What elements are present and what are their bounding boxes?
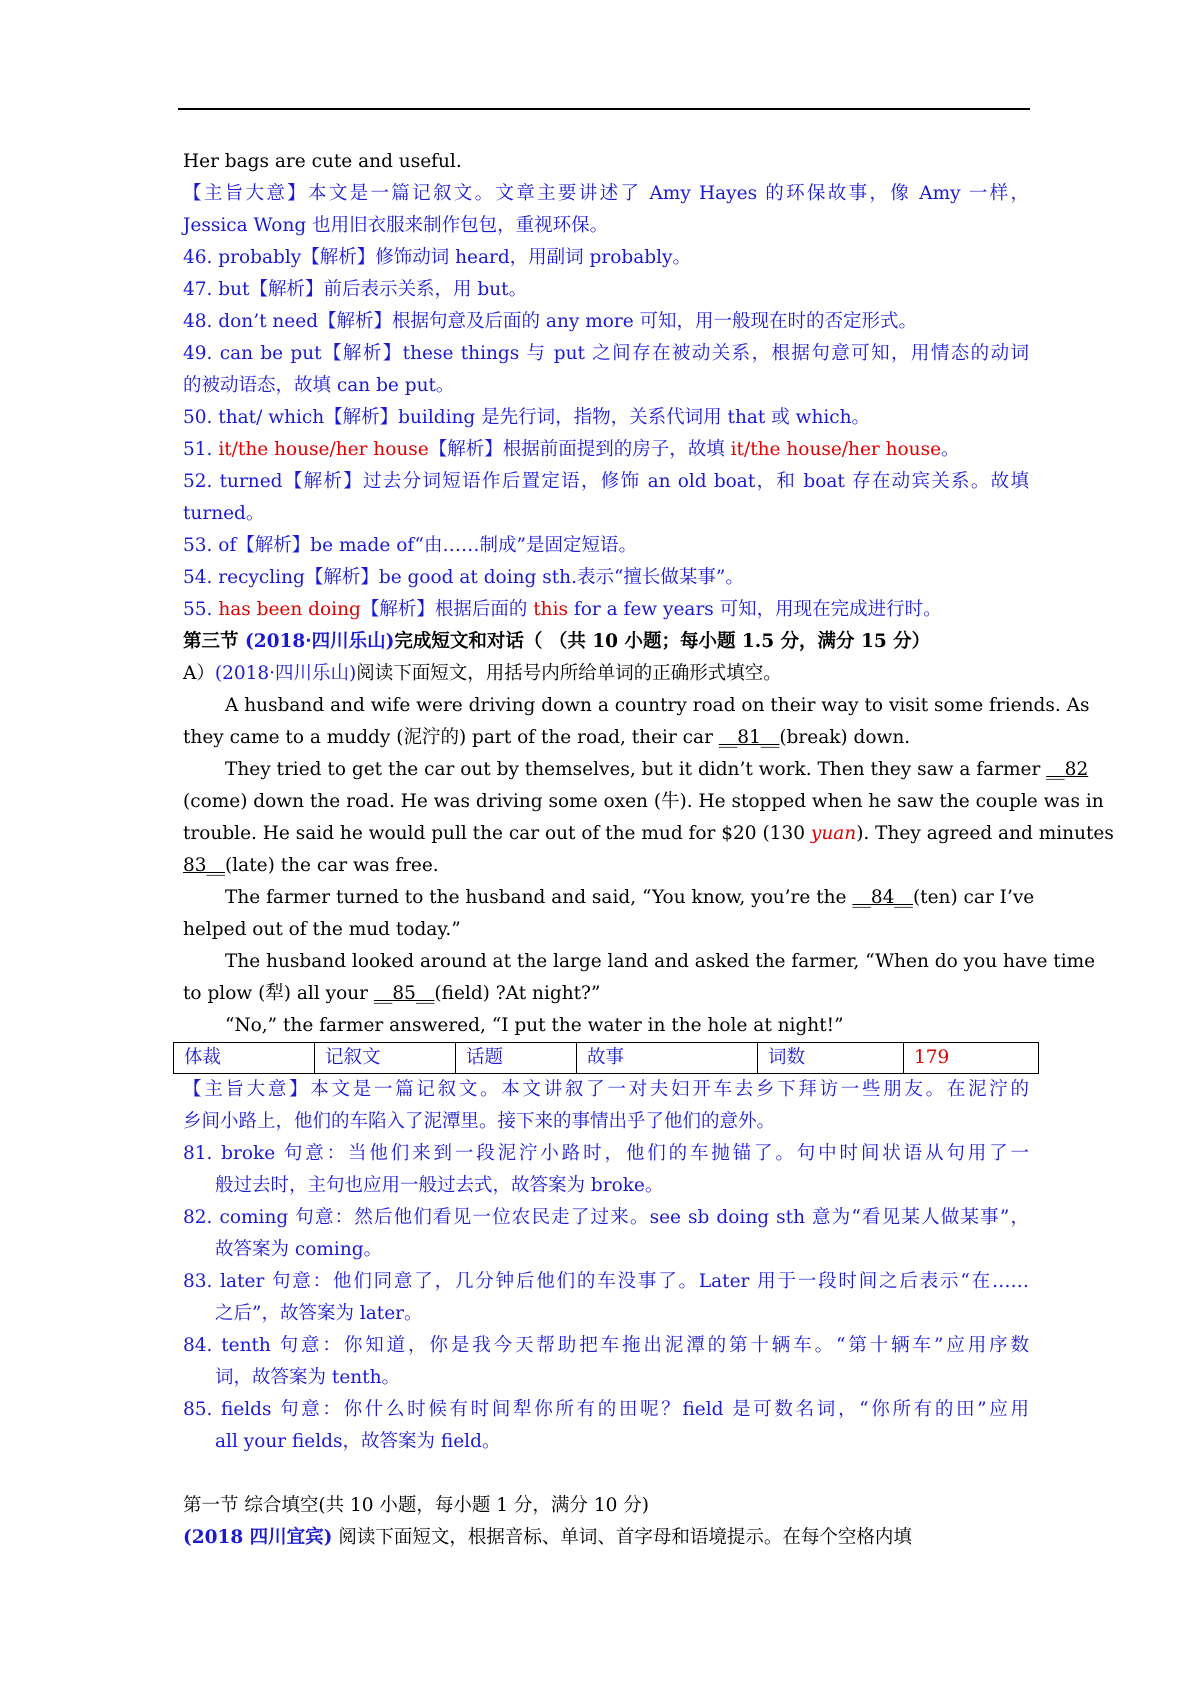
answer-83-line2: 之后”，故答案为 later。 <box>215 1303 423 1324</box>
summary2-line-2: 乡间小路上，他们的车陷入了泥潭里。接下来的事情出乎了他们的意外。 <box>183 1111 776 1132</box>
story-text: They tried to get the car out by themselves, but it didn’t work. Then they saw a farmer <box>225 759 1047 780</box>
summary-line-1 <box>183 178 1029 210</box>
answer-53: 53. of【解析】be made of“由……制成”是固定短语。 <box>183 535 637 556</box>
cell-topic-value: 故事 <box>577 1043 758 1074</box>
answer-82-line2: 故答案为 coming。 <box>215 1239 383 1260</box>
answer-82 <box>183 1202 1029 1266</box>
document-body <box>183 146 1114 1554</box>
answer-51 <box>183 434 1029 466</box>
answer-55-text: 根据后面的 <box>434 599 534 620</box>
story-text: (field) ?At night?” <box>434 983 601 1004</box>
story-text: (break) down. <box>779 727 911 748</box>
answer-49: 49. can be put【解析】these things 与 put 之间存在被动关系，根据句意可知，用情态的动词 <box>183 343 1029 364</box>
story-p2-line3 <box>183 818 1114 850</box>
header-rule <box>178 108 1030 110</box>
answer-81-line1: 81. broke 句意：当他们来到一段泥泞小路时，他们的车抛锚了。句中时间状语从句用了一 <box>183 1143 1029 1164</box>
answer-46: 46. probably【解析】修饰动词 heard，用副词 probably。 <box>183 247 691 268</box>
summary-tag: 【主旨大意】 <box>183 183 308 204</box>
story-p4-line2 <box>183 978 1029 1010</box>
answer-51-tag: 【解析】 <box>428 439 503 460</box>
answer-51-key: it/the house/her house <box>218 439 429 460</box>
info-table <box>173 1042 1039 1074</box>
story-p1-line1: A husband and wife were driving down a country road on their way to visit some friends. As <box>225 695 1090 716</box>
story-text: to plow (犁) all your <box>183 983 374 1004</box>
answer-51-text: 根据前面提到的房子，故填 <box>502 439 731 460</box>
part-a-text: 阅读下面短文，用括号内所给单词的正确形式填空。 <box>356 663 782 684</box>
cell-genre-value: 记叙文 <box>315 1043 456 1074</box>
cell-topic-label: 话题 <box>456 1043 577 1074</box>
cell-wordcount-label: 词数 <box>758 1043 904 1074</box>
story-text: trouble. He said he would pull the car out of the mud for $20 (130 <box>183 823 811 844</box>
part-a-source: (2018·四川乐山) <box>214 663 357 684</box>
answer-83 <box>183 1266 1029 1330</box>
section-1-title: 第一节 综合填空(共 10 小题，每小题 1 分，满分 10 分) <box>183 1495 649 1516</box>
story-p5: “No,” the farmer answered, “I put the water in the hole at night!” <box>225 1015 844 1036</box>
section-3-instruction <box>183 658 1029 690</box>
answer-85-line1: 85. fields 句意：你什么时候有时间犁你所有的田呢？field 是可数名词，“你所有的田”应用 <box>183 1399 1029 1420</box>
story-text: ). They agreed and minutes <box>856 823 1114 844</box>
answer-55-tag: 【解析】 <box>360 599 435 620</box>
answer-54: 54. recycling【解析】be good at doing sth.表示“擅长做某事”。 <box>183 567 744 588</box>
story-text: (late) the car was free. <box>225 855 439 876</box>
blank-82: __82 <box>1046 759 1089 780</box>
blank-81: __81__ <box>718 727 780 748</box>
summary-text-1: 本文是一篇记叙文。文章主要讲述了 Amy Hayes 的环保故事，像 Amy 一样， <box>307 183 1029 204</box>
yuan-word: yuan <box>810 823 857 844</box>
answer-48: 48. don’t need【解析】根据句意及后面的 any more 可知，用一般现在时的否定形式。 <box>183 311 918 332</box>
answer-81 <box>183 1138 1029 1202</box>
answer-52: 52. turned【解析】过去分词短语作后置定语，修饰 an old boat，和 boat 存在动宾关系。故填 <box>183 471 1029 492</box>
info-table-row <box>174 1043 1039 1074</box>
blank-84: __84__ <box>852 887 913 908</box>
spacer <box>183 1458 1029 1490</box>
part-a-label: A） <box>183 663 215 684</box>
answer-84-line1: 84. tenth 句意：你知道，你是我今天帮助把车拖出泥潭的第十辆车。“第十辆车”应用序数 <box>183 1335 1029 1356</box>
story-p2-line4 <box>183 850 1029 882</box>
answer-81-line2: 般过去时，主句也应用一般过去式，故答案为 broke。 <box>215 1175 664 1196</box>
story-p2-line2: (come) down the road. He was driving some oxen (牛). He stopped when he saw the couple was in <box>183 791 1104 812</box>
section-1-source: (2018 四川宜宾) <box>183 1527 333 1548</box>
section-3-title <box>183 626 1029 658</box>
answer-51-end: 。 <box>941 439 960 460</box>
blank-85: __85__ <box>373 983 435 1004</box>
passage-last-line: Her bags are cute and useful. <box>183 151 462 172</box>
story-p4-line1: The husband looked around at the large land and asked the farmer, “When do you have time <box>225 951 1096 972</box>
answer-85 <box>183 1394 1029 1458</box>
story-text: The farmer turned to the husband and said, “You know, you’re the <box>225 887 853 908</box>
story-p2-line1 <box>183 754 1089 786</box>
blank-83: 83__ <box>183 855 226 876</box>
answer-82-line1: 82. coming 句意：然后他们看见一位农民走了过来。see sb doing sth 意为“看见某人做某事”， <box>183 1207 1029 1228</box>
cell-wordcount-value: 179 <box>904 1043 1039 1074</box>
answer-85-line2: all your fields，故答案为 field。 <box>215 1431 501 1452</box>
section-3-desc: 完成短文和对话（ （共 10 小题；每小题 1.5 分，满分 15 分） <box>394 631 931 652</box>
section-3-label: 第三节 <box>183 631 239 652</box>
cell-genre-label: 体裁 <box>174 1043 315 1074</box>
section-3-source: (2018·四川乐山) <box>244 631 395 652</box>
answer-51-key-2: it/the house/her house <box>730 439 942 460</box>
story-p3-line1 <box>183 882 1035 914</box>
summary2-line-1: 【主旨大意】本文是一篇记叙文。本文讲叙了一对夫妇开车去乡下拜访一些朋友。在泥泞的 <box>183 1079 1029 1100</box>
section-1-instruction <box>183 1522 1029 1554</box>
answer-49-cont: 的被动语态，故填 can be put。 <box>183 375 455 396</box>
answer-47: 47. but【解析】前后表示关系，用 but。 <box>183 279 528 300</box>
story-p1-line2 <box>183 722 1029 754</box>
section-1-text: 阅读下面短文，根据音标、单词、首字母和语境提示。在每个空格内填 <box>332 1527 912 1548</box>
answer-83-line1: 83. later 句意：他们同意了，几分钟后他们的车没事了。Later 用于一段时间之后表示“在…… <box>183 1271 1029 1292</box>
answer-55-end: for a few years 可知，用现在完成进行时。 <box>568 599 942 620</box>
answer-52-cont: turned。 <box>183 503 265 524</box>
answer-84-line2: 词，故答案为 tenth。 <box>215 1367 401 1388</box>
answer-55-num: 55. <box>183 599 219 620</box>
story-text: (ten) car I’ve <box>912 887 1035 908</box>
story-p3-line2: helped out of the mud today.” <box>183 919 461 940</box>
answer-84 <box>183 1330 1029 1394</box>
answer-50: 50. that/ which【解析】building 是先行词，指物，关系代词用 that 或 which。 <box>183 407 871 428</box>
story-text: they came to a muddy (泥泞的) part of the road, their car <box>183 727 719 748</box>
answer-51-num: 51. <box>183 439 219 460</box>
answer-55 <box>183 594 1029 626</box>
summary-line-2: Jessica Wong 也用旧衣服来制作包包，重视环保。 <box>183 215 609 236</box>
answer-55-key: has been doing <box>218 599 361 620</box>
answer-55-this: this <box>533 599 568 620</box>
